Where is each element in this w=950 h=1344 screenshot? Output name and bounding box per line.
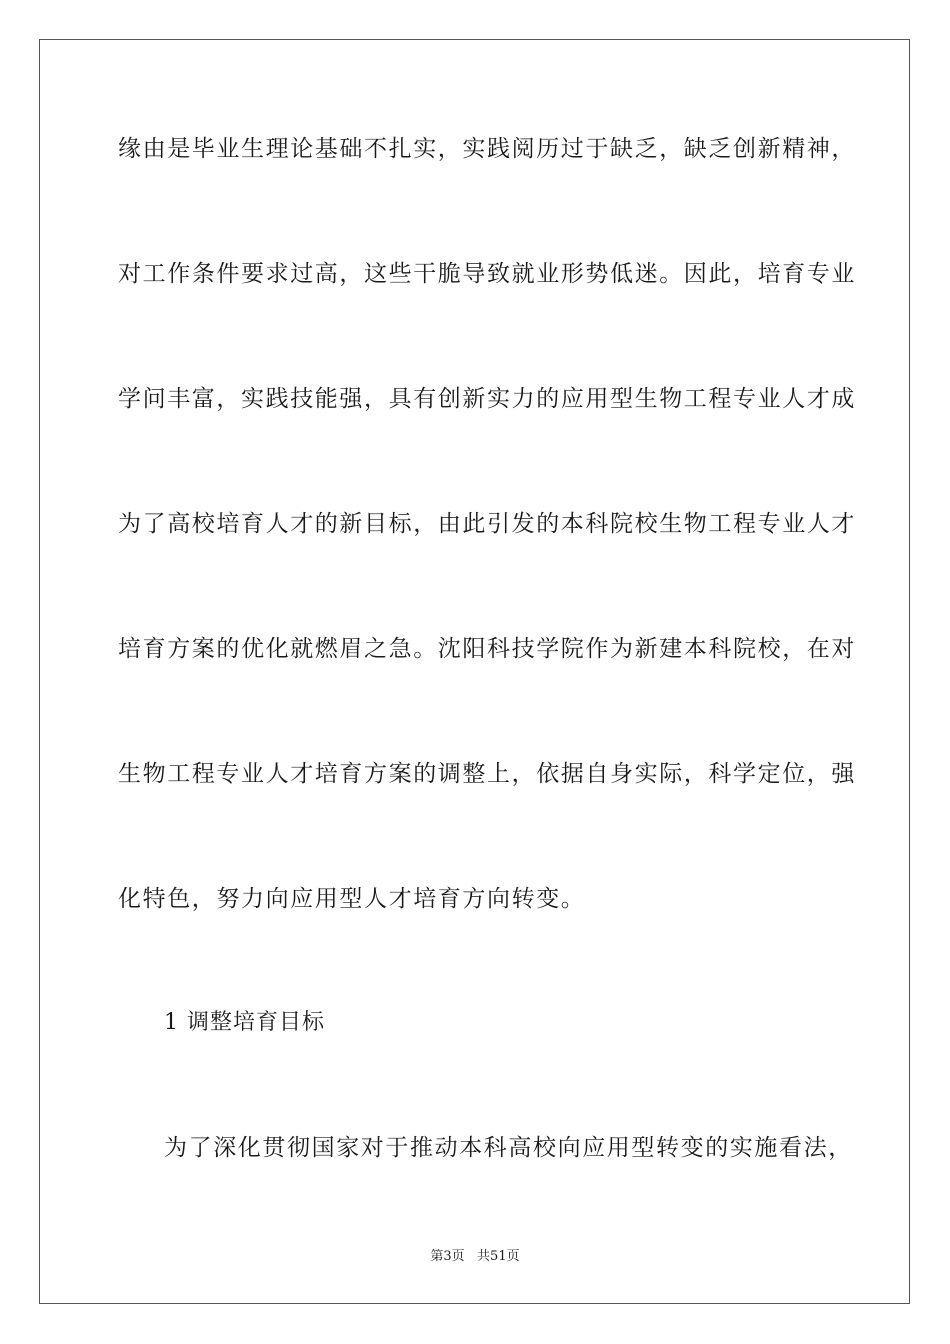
body-text-line: 生物工程专业人才培育方案的调整上，依据自身实际，科学定位，强 [118,761,856,787]
section-heading: 1 调整培育目标 [164,1010,325,1035]
body-text-line: 缘由是毕业生理论基础不扎实，实践阅历过于缺乏，缺乏创新精神， [118,136,856,162]
page-border [39,39,910,1304]
body-text-line: 对工作条件要求过高，这些干脆导致就业形势低迷。因此，培育专业 [118,261,856,287]
page-number-footer: 第3页 共51页 [430,1249,520,1264]
body-text-line: 学问丰富，实践技能强，具有创新实力的应用型生物工程专业人才成 [118,386,856,412]
paragraph-first-line: 为了深化贯彻国家对于推动本科高校向应用型转变的实施看法， [164,1135,853,1161]
body-text-line: 为了高校培育人才的新目标，由此引发的本科院校生物工程专业人才 [118,511,856,537]
body-text-line: 化特色，努力向应用型人才培育方向转变。 [118,886,586,912]
body-text-line: 培育方案的优化就燃眉之急。沈阳科技学院作为新建本科院校，在对 [118,636,856,662]
